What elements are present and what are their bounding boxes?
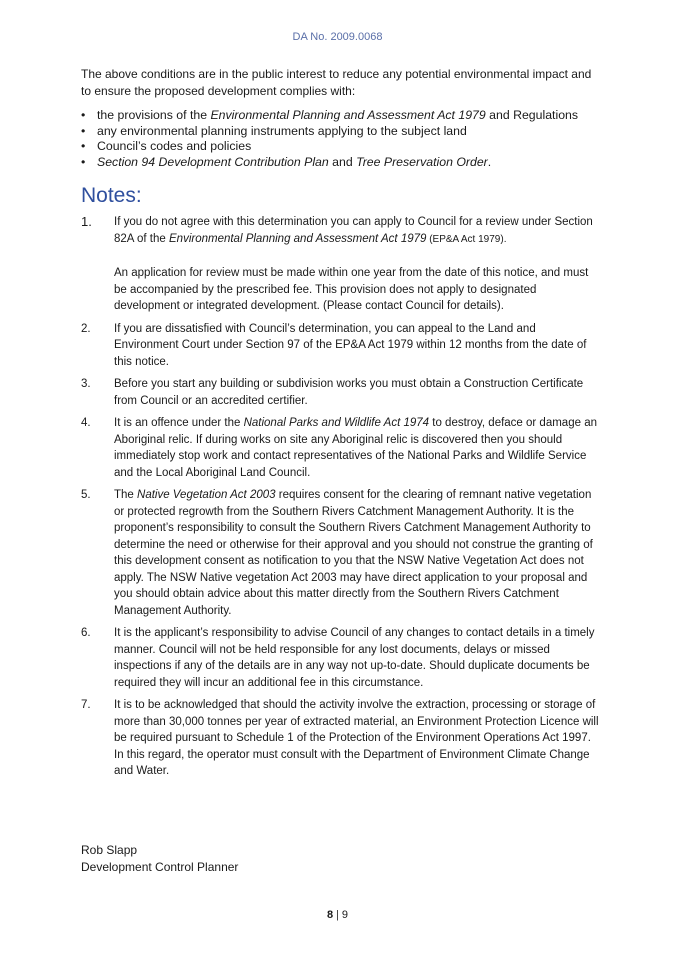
note-paragraph: An application for review must be made within one year from the date of this notice, and must be accompanied by the prescribed fee. This provision does not apply to designated development or integrated development. (Please contact Council for details). <box>114 267 589 312</box>
list-item: • Council’s codes and policies <box>81 139 621 155</box>
text: and Regulations <box>485 108 579 122</box>
act-title: Environmental Planning and Assessment Act 1979 <box>210 108 486 122</box>
note-number: 4. <box>81 417 91 429</box>
act-title: Environmental Planning and Assessment Act 1979 <box>169 232 427 245</box>
note-item <box>81 376 601 409</box>
text: . <box>487 154 492 169</box>
plan-title: Section 94 Development Contribution Plan <box>97 154 329 169</box>
text: the provisions of the <box>97 108 211 122</box>
text: It is the applicant’s responsibility to advise Council of any changes to contact details in a timely manner. Council will not be held responsible for any lost documents, delays or missed inspections if any of the details are in any way not up-to-date. Should duplicate documents be required they will incur an additional fee in this circumstance. <box>114 627 595 689</box>
signatory-name: Rob Slapp <box>81 843 138 857</box>
text: It is to be acknowledged that should the activity involve the extraction, processing or storage of more than 30,000 tonnes per year of extracted material, an Environment Protection Licence will be required pursuant to Schedule 1 of the Protection of the Environment Operations Act 1997. In this regard, the operator must consult with the Department of Environment Climate Change and Water. <box>114 699 599 777</box>
notes-list <box>81 214 601 786</box>
text: If you are dissatisfied with Council’s determination, you can appeal to the Land and Environment Court under Section 97 of the EP&A Act 1979 within 12 months from the date of this notice. <box>114 322 587 368</box>
order-title: Tree Preservation Order <box>356 154 488 169</box>
page-total: 9 <box>341 909 349 921</box>
signature-block <box>81 842 238 876</box>
note-item <box>81 321 601 371</box>
page-footer <box>0 909 675 921</box>
page-number: 8 <box>326 909 334 921</box>
note-number: 3. <box>81 378 91 390</box>
page-separator: | <box>336 909 339 921</box>
text: The <box>114 489 138 501</box>
signatory-title: Development Control Planner <box>81 860 239 874</box>
notes-heading: Notes: <box>81 184 142 207</box>
note-number: 7. <box>81 699 91 711</box>
text: It is an offence under the <box>114 417 244 429</box>
note-item <box>81 415 601 481</box>
text: and <box>328 154 357 169</box>
note-item <box>81 487 601 619</box>
note-item <box>81 697 601 780</box>
list-item <box>81 155 621 171</box>
intro-paragraph: The above conditions are in the public interest to reduce any potential environmental impact and to ensure the proposed development complies with: <box>81 67 592 98</box>
list-item: • any environmental planning instruments applying to the subject land <box>81 124 621 140</box>
note-number: 6. <box>81 627 91 639</box>
text: (EP&A Act 1979). <box>426 233 507 245</box>
note-number: 5. <box>81 489 91 501</box>
act-title: National Parks and Wildlife Act 1974 <box>243 417 430 429</box>
note-item <box>81 625 601 691</box>
text: to destroy, deface or damage an Aboriginal relic. If during works on site any Aboriginal relic is discovered then you should immediately stop work and contact representatives of the National Parks and Wildlife Service and the Local Aboriginal Land Council. <box>114 417 597 479</box>
compliance-list <box>81 108 621 170</box>
text: If you do not agree with this determination you can apply to Council for a review under Section 82A of the <box>114 216 593 245</box>
list-item <box>81 108 621 124</box>
da-number-header: DA No. 2009.0068 <box>292 31 383 43</box>
note-item <box>81 214 601 315</box>
text: Before you start any building or subdivision works you must obtain a Construction Certificate from Council or an accredited certifier. <box>114 378 584 407</box>
text: requires consent for the clearing of remnant native vegetation or protected regrowth from the Southern Rivers Catchment Management Authority. It is the proponent’s responsibility to consult the Southern Rivers Catchment Management Authority to determine the need or otherwise for their approval and you should not construe the granting of this development consent as notification to you that the NSW Native Vegetation Act does not apply. The NSW Native vegetation Act 2003 may have direct application to your proposal and you should obtain advice about this matter directly from the Southern Rivers Catchment Management Authority. <box>114 489 593 617</box>
note-number: 1. <box>81 214 92 229</box>
note-number: 2. <box>81 322 91 335</box>
act-title: Native Vegetation Act 2003 <box>137 489 276 501</box>
